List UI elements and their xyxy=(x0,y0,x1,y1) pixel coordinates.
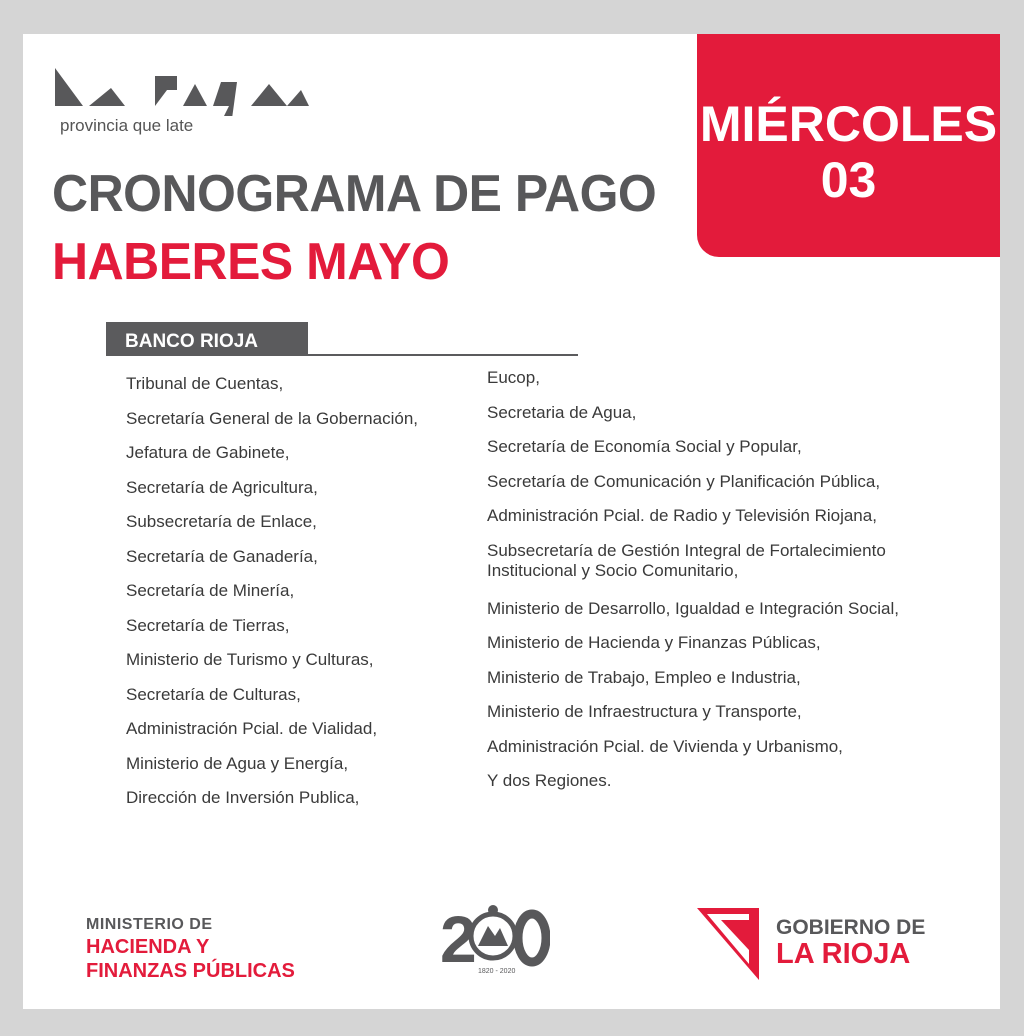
list-item: Jefatura de Gabinete, xyxy=(126,443,290,462)
bank-label: BANCO RIOJA xyxy=(106,322,308,356)
gobierno-logo-icon xyxy=(697,906,767,986)
list-item: Secretaría de Tierras, xyxy=(126,615,290,635)
list-item: Secretaría de Ganadería, xyxy=(126,546,318,566)
list-item: Ministerio de Turismo y Culturas, xyxy=(126,650,374,669)
list-item: Ministerio de Infraestructura y Transporte, xyxy=(487,702,802,721)
list-item: Ministerio de Agua y Energía, xyxy=(126,753,349,773)
list-item: Secretaría de Agricultura, xyxy=(126,477,318,497)
date-day: MIÉRCOLES xyxy=(699,96,998,152)
gov-line1: GOBIERNO DE xyxy=(776,916,926,939)
gov-line2: LA RIOJA xyxy=(776,938,911,970)
seal-years: 1820 - 2020 xyxy=(478,968,516,975)
list-item: Ministerio de Trabajo, Empleo e Industria, xyxy=(487,667,801,687)
la-rioja-logo-icon xyxy=(55,68,311,116)
list-item: Subsecretaría de Gestión Integral de Fortalecimiento Institucional y Socio Comunitario, xyxy=(487,540,886,580)
list-item: Secretaría de Comunicación y Planificación Pública, xyxy=(487,471,881,491)
list-item: Secretaria de Agua, xyxy=(487,402,637,422)
ministry-line2: FINANZAS PÚBLICAS xyxy=(86,960,295,982)
list-item: Ministerio de Hacienda y Finanzas Públicas, xyxy=(487,633,821,652)
list-item: Dirección de Inversión Publica, xyxy=(126,788,360,807)
ministry-logo xyxy=(86,916,295,982)
list-item: Secretaría de Minería, xyxy=(126,581,295,600)
left-agency-list xyxy=(126,374,418,823)
list-item: Tribunal de Cuentas, xyxy=(126,374,284,393)
list-item: Secretaría de Economía Social y Popular, xyxy=(487,437,802,456)
bicentenary-seal-icon xyxy=(440,900,550,980)
list-item: Ministerio de Desarrollo, Igualdad e Integración Social, xyxy=(487,598,900,618)
ministry-top: MINISTERIO DE xyxy=(86,916,213,933)
logo-tagline: provincia que late xyxy=(60,116,194,135)
list-item: Secretaría General de la Gobernación, xyxy=(126,408,419,428)
list-item: Administración Pcial. de Radio y Televisión Riojana, xyxy=(487,506,877,525)
ministry-line1: HACIENDA Y xyxy=(86,936,210,958)
list-item: Subsecretaría de Enlace, xyxy=(126,512,317,531)
svg-text:2: 2 xyxy=(440,902,477,976)
date-badge xyxy=(697,34,1000,257)
list-item: Secretaría de Culturas, xyxy=(126,684,301,704)
bank-divider xyxy=(106,354,578,356)
right-agency-list xyxy=(487,368,927,806)
page-title: CRONOGRAMA DE PAGO xyxy=(52,165,657,223)
list-item: Eucop, xyxy=(487,368,540,387)
list-item: Y dos Regiones. xyxy=(487,771,612,790)
list-item: Administración Pcial. de Vivienda y Urbanismo, xyxy=(487,736,843,756)
page-subtitle: HABERES MAYO xyxy=(52,233,450,291)
list-item: Administración Pcial. de Vialidad, xyxy=(126,719,378,738)
date-number: 03 xyxy=(820,152,877,208)
